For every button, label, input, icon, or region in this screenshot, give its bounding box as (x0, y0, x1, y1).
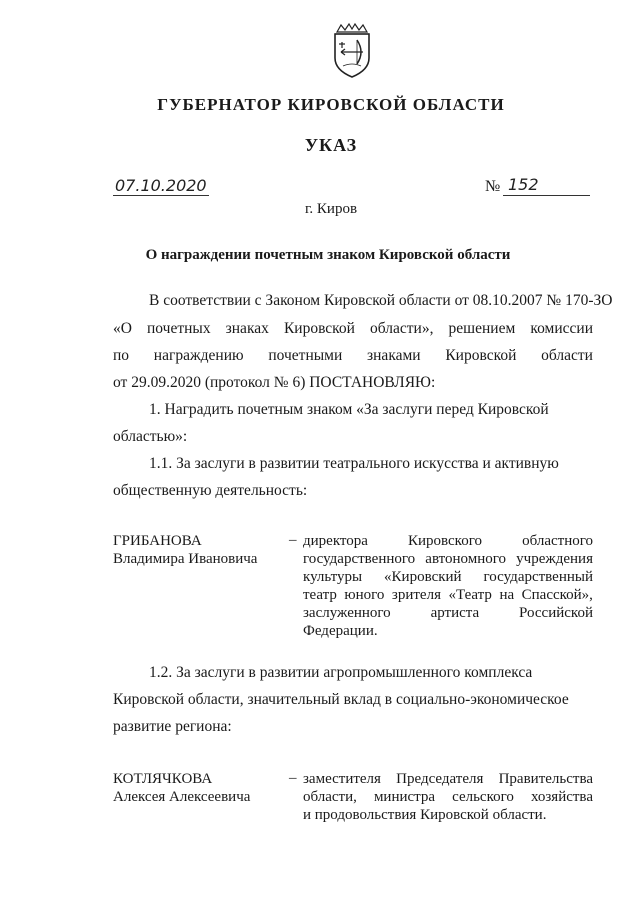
clause-1-2-line-3: развитие региона: (113, 718, 232, 735)
word: директора (303, 533, 368, 549)
awardee-1-given-names: Владимира Ивановича (113, 551, 258, 567)
awardee-1-surname: ГРИБАНОВА (113, 533, 202, 549)
preamble-line-1: В соответствии с Законом Кировской области от 08.10.2007 № 170-ЗО (149, 292, 613, 309)
desc-line (303, 532, 593, 550)
word: артиста (430, 605, 480, 621)
word: зрителя (391, 587, 441, 603)
organization-title: ГУБЕРНАТОР КИРОВСКОЙ ОБЛАСТИ (157, 95, 505, 114)
word: Председателя (396, 771, 484, 787)
word: почетных (147, 320, 211, 337)
word: знаках (225, 320, 269, 337)
word: решением (448, 320, 516, 337)
number-sign: № (485, 178, 501, 195)
awardee-1-description (303, 532, 593, 640)
word: министра (373, 789, 436, 805)
word: хозяйства (530, 789, 593, 805)
word: юного (344, 587, 385, 603)
word: заместителя (303, 771, 381, 787)
document-subject: О награждении почетным знаком Кировской области (145, 247, 511, 263)
word: Кировской (445, 347, 517, 364)
number-underline (503, 195, 590, 196)
word: награждению (153, 347, 244, 364)
desc-line: и продовольствия Кировской области. (303, 807, 547, 823)
word: заслуженного (303, 605, 391, 621)
document-number: 152 (508, 175, 539, 194)
desc-line (303, 568, 593, 586)
word: автономного (425, 551, 507, 567)
preamble-line-4: от 29.09.2020 (протокол № 6) ПОСТАНОВЛЯЮ: (113, 374, 436, 391)
awardee-2-description (303, 770, 593, 824)
desc-line (303, 770, 593, 788)
word: комиссии (530, 320, 593, 337)
desc-line: Федерации. (303, 623, 378, 639)
desc-line (303, 550, 593, 568)
awardee-2-given-names: Алексея Алексеевича (113, 789, 251, 805)
word: области», (370, 320, 434, 337)
word: Правительства (498, 771, 593, 787)
word: Кировской (283, 320, 355, 337)
word: по (113, 347, 130, 364)
word: областного (522, 533, 593, 549)
city: г. Киров (304, 201, 358, 217)
clause-1-1-line-1: 1.1. За заслуги в развитии театрального искусства и активную (149, 455, 559, 472)
word: сельского (452, 789, 514, 805)
word: государственного (303, 551, 416, 567)
document-type: УКАЗ (304, 135, 358, 155)
word: области (541, 347, 593, 364)
word: Российской (519, 605, 593, 621)
word: театр (303, 587, 337, 603)
desc-line (303, 788, 593, 806)
word: «Театр (448, 587, 492, 603)
preamble-line-3 (113, 347, 593, 365)
date-underline (113, 195, 209, 196)
word: на (499, 587, 515, 603)
word: области, (303, 789, 357, 805)
clause-1-2-line-2: Кировской области, значительный вклад в социально-экономическое (113, 691, 569, 708)
word: Кировского (408, 533, 482, 549)
clause-1-line-1: 1. Наградить почетным знаком «За заслуги перед Кировской (149, 401, 549, 418)
desc-line (303, 604, 593, 622)
awardee-1-name (113, 532, 257, 568)
coat-of-arms-icon (327, 22, 377, 80)
awardee-1-dash: – (289, 532, 297, 548)
word: «О (113, 320, 132, 337)
preamble-line-2 (113, 320, 593, 338)
word: почетными (268, 347, 343, 364)
word: «Кировский (384, 569, 462, 585)
awardee-2-dash: – (289, 770, 297, 786)
clause-1-1-line-2: общественную деятельность: (113, 482, 308, 499)
document-date: 07.10.2020 (115, 176, 207, 195)
word: государственный (483, 569, 593, 585)
clause-1-line-2: областью»: (113, 428, 188, 445)
word: знаками (367, 347, 421, 364)
word: Спасской», (521, 587, 593, 603)
word: культуры (303, 569, 363, 585)
awardee-2-name (113, 770, 250, 806)
awardee-2-surname: КОТЛЯЧКОВА (113, 771, 213, 787)
clause-1-2-line-1: 1.2. За заслуги в развитии агропромышленного комплекса (149, 664, 533, 681)
word: учреждения (516, 551, 593, 567)
desc-line (303, 586, 593, 604)
